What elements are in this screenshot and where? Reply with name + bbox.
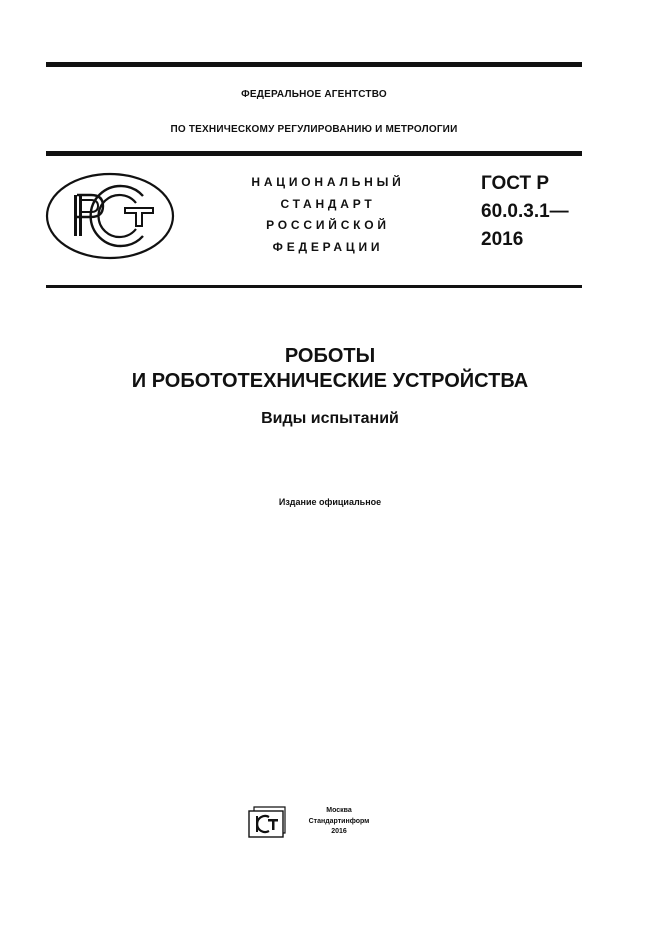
publisher-imprint	[290, 806, 388, 838]
top-rule	[46, 62, 582, 67]
gost-line-3: 2016	[481, 229, 524, 250]
standartinform-logo-icon	[248, 806, 286, 838]
header-bottom-rule	[46, 285, 582, 288]
national-line-1: НАЦИОНАЛЬНЫЙ	[251, 175, 405, 189]
national-standard-label	[230, 172, 426, 258]
gost-line-1: ГОСТ Р	[481, 173, 550, 194]
document-title-line1: РОБОТЫ	[284, 345, 376, 367]
edition-label: Издание официальное	[278, 497, 382, 507]
header-rule	[46, 151, 582, 156]
agency-name-line1: ФЕДЕРАЛЬНОЕ АГЕНТСТВО	[241, 89, 387, 100]
gost-number	[481, 170, 569, 254]
document-title-line2: И РОБОТОТЕХНИЧЕСКИЕ УСТРОЙСТВА	[131, 370, 529, 392]
pct-certification-mark-icon	[45, 172, 175, 260]
national-line-3: РОССИЙСКОЙ	[266, 218, 390, 232]
national-line-4: ФЕДЕРАЦИИ	[272, 239, 384, 254]
publisher-city: Москва	[326, 807, 352, 814]
document-subtitle: Виды испытаний	[261, 410, 399, 427]
gost-line-2: 60.0.3.1—	[481, 201, 569, 222]
national-line-2: СТАНДАРТ	[280, 196, 376, 211]
publisher-name: Стандартинформ	[308, 817, 370, 825]
agency-name-line2: ПО ТЕХНИЧЕСКОМУ РЕГУЛИРОВАНИЮ И МЕТРОЛОГИИ	[170, 124, 458, 135]
publisher-year: 2016	[331, 828, 347, 835]
